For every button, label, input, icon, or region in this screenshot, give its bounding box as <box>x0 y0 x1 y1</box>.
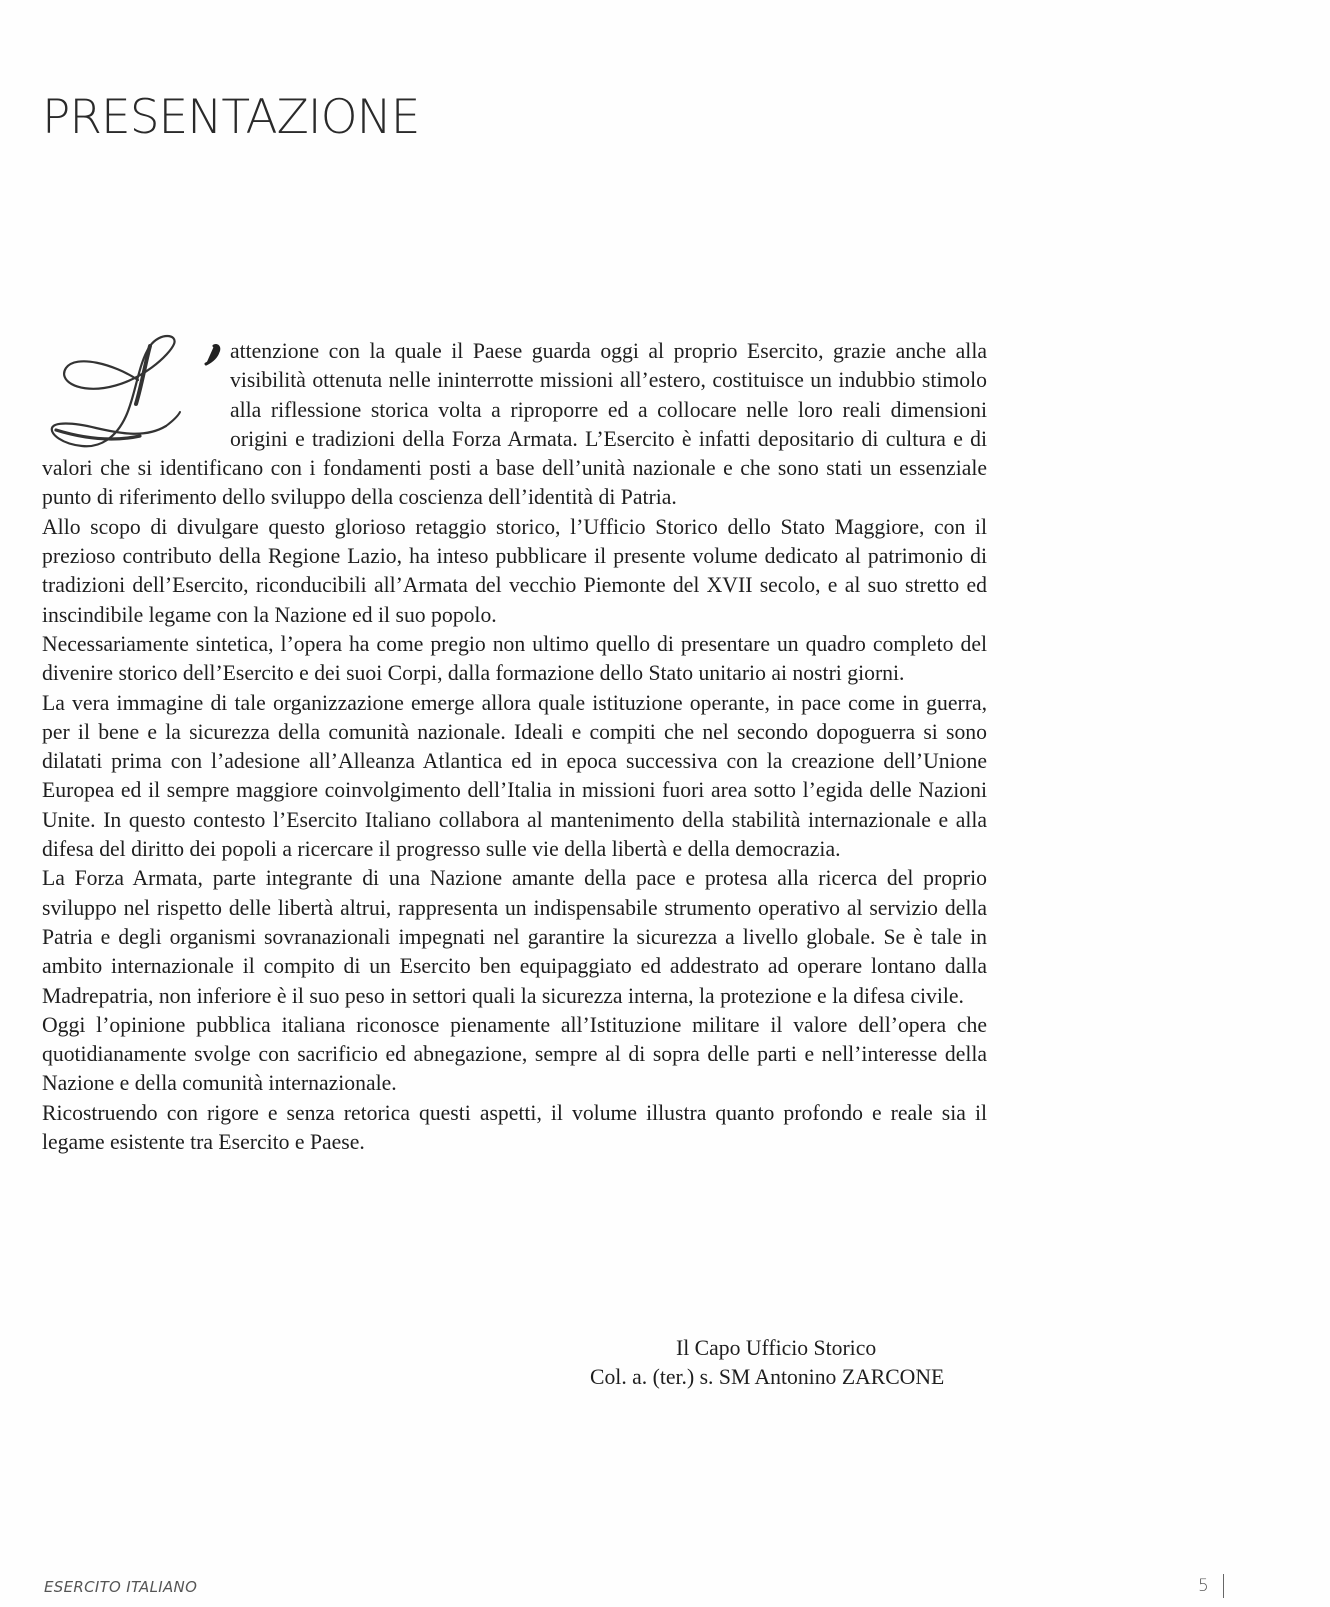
page-number: 5 <box>1198 1576 1209 1596</box>
signature-name: Col. a. (ter.) s. SM Antonino ZARCONE <box>590 1365 945 1390</box>
paragraph-1-text: attenzione con la quale il Paese guarda oggi al proprio Esercito, grazie anche alla visibilità ottenuta nelle ininterrotte missioni all’estero, costituisce un indubbio stimolo alla riflessione storica volta a riproporre ed a collocare nelle loro reali dimensioni origini e tradizioni della Forza Armata. L’Esercito è infatti depositario di cultura e di valori che si identificano con i fondamenti posti a base dell’unità nazionale e che sono stati un essenziale punto di riferimento dello sviluppo della coscienza dell’identità di Patria. <box>42 339 987 510</box>
paragraph-1 <box>42 337 987 513</box>
paragraph-4: La vera immagine di tale organizzazione emerge allora quale istituzione operante, in pace come in guerra, per il bene e la sicurezza della comunità nazionale. Ideali e compiti che nel secondo dopoguerra si sono dilatati prima con l’adesione all’Alleanza Atlantica ed in epoca successiva con la creazione dell’Unione Europea ed il sempre maggiore coinvolgimento dell’Italia in missioni fuori area sotto l’egida delle Nazioni Unite. In questo contesto l’Esercito Italiano collabora al mantenimento della stabilità internazionale e alla difesa del diritto dei popoli a ricercare il progresso sulle vie della libertà e della democrazia. <box>42 690 987 862</box>
running-footer-title: ESERCITO ITALIANO <box>44 1578 198 1596</box>
paragraph-3: Necessariamente sintetica, l’opera ha come pregio non ultimo quello di presentare un quadro completo del divenire storico dell’Esercito e dei suoi Corpi, dalla formazione dello Stato unitario ai nostri giorni. <box>42 631 987 686</box>
paragraph-5: La Forza Armata, parte integrante di una Nazione amante della pace e protesa alla ricerca del proprio sviluppo nel rispetto delle libertà altrui, rappresenta un indispensabile strumento operativo al servizio della Patria e degli organismi sovranazionali impegnati nel garantire la sicurezza a livello globale. Se è tale in ambito internazionale il compito di un Esercito ben equipaggiato ed addestrato ad operare lontano dalla Madrepatria, non inferiore è il suo peso in settori quali la sicurezza interna, la protezione e la difesa civile. <box>42 866 987 1008</box>
page-number-divider <box>1223 1574 1224 1598</box>
dropcap-ornament <box>42 334 230 448</box>
page-title: PRESENTAZIONE <box>42 90 420 145</box>
calligraphic-l-icon <box>42 334 230 458</box>
paragraph-2: Allo scopo di divulgare questo glorioso retaggio storico, l’Ufficio Storico dello Stato Maggiore, con il prezioso contributo della Regione Lazio, ha inteso pubblicare il presente volume dedicato al patrimonio di tradizioni dell’Esercito, riconducibili all’Armata del vecchio Piemonte del XVII secolo, e al suo stretto ed inscindibile legame con la Nazione ed il suo popolo. <box>42 514 987 627</box>
signature-role: Il Capo Ufficio Storico <box>676 1336 877 1360</box>
signature-block <box>560 1334 985 1393</box>
presentation-text <box>42 337 987 1157</box>
paragraph-6: Oggi l’opinione pubblica italiana riconosce pienamente all’Istituzione militare il valore dell’opera che quotidianamente svolge con sacrificio ed abnegazione, sempre al di sopra delle parti e nell’interesse della Nazione e della comunità internazionale. <box>42 1012 987 1096</box>
paragraph-7: Ricostruendo con rigore e senza retorica questi aspetti, il volume illustra quanto profondo e reale sia il legame esistente tra Esercito e Paese. <box>42 1100 987 1155</box>
